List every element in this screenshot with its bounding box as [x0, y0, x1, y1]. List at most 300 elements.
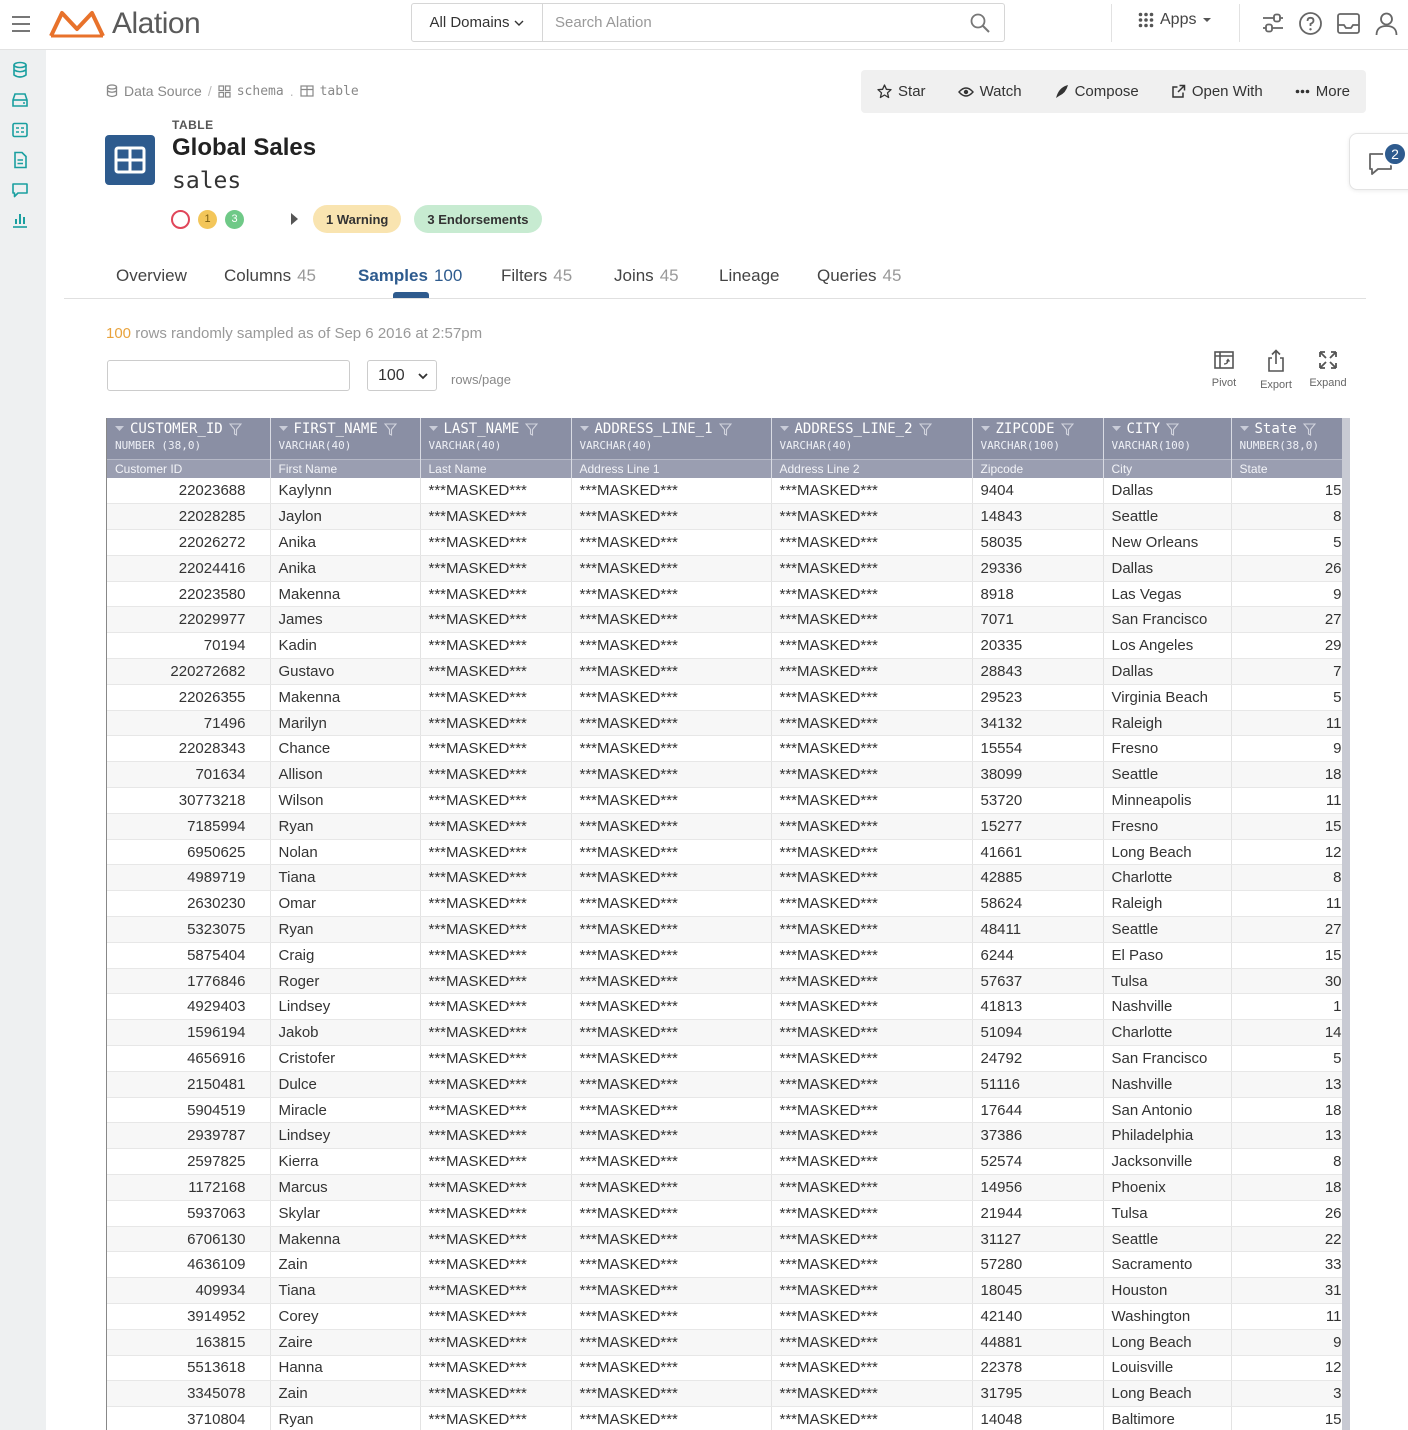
- table-cell[interactable]: ***MASKED***: [771, 942, 972, 968]
- sort-caret-icon[interactable]: [429, 426, 438, 432]
- table-cell[interactable]: ***MASKED***: [420, 1329, 571, 1355]
- table-cell[interactable]: 22023580: [107, 581, 270, 607]
- table-cell[interactable]: Dallas: [1103, 478, 1231, 504]
- table-cell[interactable]: ***MASKED***: [420, 659, 571, 685]
- table-cell[interactable]: Tulsa: [1103, 968, 1231, 994]
- table-cell[interactable]: Lindsey: [270, 994, 420, 1020]
- table-cell[interactable]: 5875404: [107, 942, 270, 968]
- table-cell[interactable]: 1: [1231, 994, 1350, 1020]
- table-row[interactable]: [107, 1175, 1350, 1201]
- table-cell[interactable]: Ryan: [270, 1407, 420, 1430]
- table-cell[interactable]: ***MASKED***: [571, 710, 771, 736]
- table-row[interactable]: [107, 710, 1350, 736]
- table-cell[interactable]: 6244: [972, 942, 1103, 968]
- table-row[interactable]: [107, 1226, 1350, 1252]
- table-cell[interactable]: ***MASKED***: [771, 1123, 972, 1149]
- tab-columns[interactable]: [224, 266, 316, 286]
- table-cell[interactable]: ***MASKED***: [771, 607, 972, 633]
- tab-overview[interactable]: [116, 266, 187, 286]
- star-button[interactable]: [877, 83, 926, 100]
- table-cell[interactable]: 48411: [972, 917, 1103, 943]
- table-cell[interactable]: 18: [1231, 1097, 1350, 1123]
- table-cell[interactable]: ***MASKED***: [771, 917, 972, 943]
- sort-caret-icon[interactable]: [780, 426, 789, 432]
- table-cell[interactable]: ***MASKED***: [771, 684, 972, 710]
- table-cell[interactable]: 53720: [972, 788, 1103, 814]
- table-cell[interactable]: ***MASKED***: [771, 478, 972, 504]
- table-cell[interactable]: 5: [1231, 684, 1350, 710]
- table-cell[interactable]: ***MASKED***: [571, 581, 771, 607]
- sort-caret-icon[interactable]: [279, 426, 288, 432]
- table-cell[interactable]: 2630230: [107, 891, 270, 917]
- table-cell[interactable]: Long Beach: [1103, 1381, 1231, 1407]
- table-cell[interactable]: ***MASKED***: [420, 942, 571, 968]
- table-cell[interactable]: Makenna: [270, 684, 420, 710]
- table-cell[interactable]: 15: [1231, 813, 1350, 839]
- table-cell[interactable]: ***MASKED***: [420, 968, 571, 994]
- table-row[interactable]: [107, 581, 1350, 607]
- table-cell[interactable]: ***MASKED***: [420, 1407, 571, 1430]
- table-cell[interactable]: Houston: [1103, 1278, 1231, 1304]
- table-cell[interactable]: ***MASKED***: [420, 813, 571, 839]
- table-cell[interactable]: ***MASKED***: [420, 1381, 571, 1407]
- table-row[interactable]: [107, 736, 1350, 762]
- table-cell[interactable]: 30: [1231, 968, 1350, 994]
- table-row[interactable]: [107, 1046, 1350, 1072]
- table-cell[interactable]: 4929403: [107, 994, 270, 1020]
- table-cell[interactable]: ***MASKED***: [571, 659, 771, 685]
- table-cell[interactable]: ***MASKED***: [771, 659, 972, 685]
- table-cell[interactable]: ***MASKED***: [771, 710, 972, 736]
- table-cell[interactable]: 42885: [972, 865, 1103, 891]
- table-cell[interactable]: 58624: [972, 891, 1103, 917]
- filter-funnel-icon[interactable]: [384, 423, 397, 436]
- table-cell[interactable]: 3345078: [107, 1381, 270, 1407]
- table-cell[interactable]: 22024416: [107, 555, 270, 581]
- table-cell[interactable]: 18: [1231, 762, 1350, 788]
- table-cell[interactable]: 9: [1231, 736, 1350, 762]
- table-cell[interactable]: 14048: [972, 1407, 1103, 1430]
- table-cell[interactable]: 30773218: [107, 788, 270, 814]
- column-header[interactable]: [270, 418, 420, 460]
- table-cell[interactable]: ***MASKED***: [771, 1071, 972, 1097]
- hamburger-menu-icon[interactable]: [12, 16, 30, 32]
- table-row[interactable]: [107, 788, 1350, 814]
- table-cell[interactable]: 71496: [107, 710, 270, 736]
- table-cell[interactable]: 57280: [972, 1252, 1103, 1278]
- database-icon[interactable]: [11, 61, 29, 79]
- breadcrumb-table[interactable]: table: [319, 83, 359, 99]
- table-cell[interactable]: Miracle: [270, 1097, 420, 1123]
- table-cell[interactable]: 3710804: [107, 1407, 270, 1430]
- table-cell[interactable]: 57637: [972, 968, 1103, 994]
- table-cell[interactable]: 21944: [972, 1200, 1103, 1226]
- table-cell[interactable]: Long Beach: [1103, 839, 1231, 865]
- filter-funnel-icon[interactable]: [1303, 423, 1316, 436]
- table-cell[interactable]: Phoenix: [1103, 1175, 1231, 1201]
- table-cell[interactable]: Makenna: [270, 1226, 420, 1252]
- table-row[interactable]: [107, 762, 1350, 788]
- table-cell[interactable]: ***MASKED***: [571, 607, 771, 633]
- sort-caret-icon[interactable]: [115, 426, 124, 432]
- table-cell[interactable]: 31: [1231, 1278, 1350, 1304]
- table-cell[interactable]: 409934: [107, 1278, 270, 1304]
- tab-samples[interactable]: [358, 266, 462, 286]
- table-row[interactable]: [107, 1252, 1350, 1278]
- table-cell[interactable]: ***MASKED***: [420, 1355, 571, 1381]
- table-cell[interactable]: 11: [1231, 1304, 1350, 1330]
- table-row[interactable]: [107, 865, 1350, 891]
- table-cell[interactable]: 5904519: [107, 1097, 270, 1123]
- table-cell[interactable]: 58035: [972, 530, 1103, 556]
- table-cell[interactable]: Zain: [270, 1252, 420, 1278]
- sort-caret-icon[interactable]: [580, 426, 589, 432]
- table-cell[interactable]: ***MASKED***: [571, 1407, 771, 1430]
- table-cell[interactable]: 701634: [107, 762, 270, 788]
- rows-per-page-select[interactable]: [367, 360, 437, 391]
- table-cell[interactable]: ***MASKED***: [571, 1071, 771, 1097]
- table-cell[interactable]: Long Beach: [1103, 1329, 1231, 1355]
- settings-sliders-icon[interactable]: [1261, 11, 1285, 35]
- table-cell[interactable]: 22: [1231, 1226, 1350, 1252]
- table-cell[interactable]: ***MASKED***: [571, 1226, 771, 1252]
- table-cell[interactable]: 22026272: [107, 530, 270, 556]
- table-cell[interactable]: ***MASKED***: [771, 504, 972, 530]
- table-cell[interactable]: 4989719: [107, 865, 270, 891]
- apps-menu-button[interactable]: [1138, 11, 1212, 29]
- table-cell[interactable]: James: [270, 607, 420, 633]
- table-cell[interactable]: Raleigh: [1103, 891, 1231, 917]
- table-cell[interactable]: Kaylynn: [270, 478, 420, 504]
- table-cell[interactable]: Los Angeles: [1103, 633, 1231, 659]
- table-row[interactable]: [107, 1071, 1350, 1097]
- table-cell[interactable]: ***MASKED***: [420, 1046, 571, 1072]
- table-cell[interactable]: 41813: [972, 994, 1103, 1020]
- table-cell[interactable]: 22026355: [107, 684, 270, 710]
- open-with-button[interactable]: [1171, 83, 1263, 100]
- table-cell[interactable]: ***MASKED***: [571, 633, 771, 659]
- table-cell[interactable]: ***MASKED***: [571, 968, 771, 994]
- table-cell[interactable]: 17644: [972, 1097, 1103, 1123]
- table-cell[interactable]: ***MASKED***: [420, 504, 571, 530]
- table-cell[interactable]: ***MASKED***: [420, 530, 571, 556]
- table-cell[interactable]: Seattle: [1103, 762, 1231, 788]
- table-cell[interactable]: Fresno: [1103, 736, 1231, 762]
- filter-funnel-icon[interactable]: [525, 423, 538, 436]
- table-cell[interactable]: San Francisco: [1103, 1046, 1231, 1072]
- table-cell[interactable]: 8918: [972, 581, 1103, 607]
- table-row[interactable]: [107, 839, 1350, 865]
- table-cell[interactable]: ***MASKED***: [420, 555, 571, 581]
- table-cell[interactable]: ***MASKED***: [420, 1097, 571, 1123]
- table-cell[interactable]: 29336: [972, 555, 1103, 581]
- table-cell[interactable]: 9: [1231, 1329, 1350, 1355]
- table-row[interactable]: [107, 478, 1350, 504]
- table-cell[interactable]: 3: [1231, 1381, 1350, 1407]
- table-cell[interactable]: 29523: [972, 684, 1103, 710]
- table-cell[interactable]: ***MASKED***: [420, 1200, 571, 1226]
- analytics-chart-icon[interactable]: [11, 211, 29, 229]
- table-cell[interactable]: Seattle: [1103, 917, 1231, 943]
- breadcrumb-data-source[interactable]: Data Source: [124, 83, 202, 99]
- table-cell[interactable]: 15: [1231, 942, 1350, 968]
- table-cell[interactable]: ***MASKED***: [420, 684, 571, 710]
- article-icon[interactable]: [11, 151, 29, 169]
- table-cell[interactable]: Nashville: [1103, 1071, 1231, 1097]
- warning-count-badge[interactable]: 1: [198, 210, 217, 229]
- table-cell[interactable]: ***MASKED***: [771, 968, 972, 994]
- table-cell[interactable]: ***MASKED***: [771, 633, 972, 659]
- table-cell[interactable]: 14843: [972, 504, 1103, 530]
- table-row[interactable]: [107, 530, 1350, 556]
- table-cell[interactable]: ***MASKED***: [420, 1175, 571, 1201]
- table-cell[interactable]: 8: [1231, 1149, 1350, 1175]
- tab-joins[interactable]: [614, 266, 679, 286]
- filter-funnel-icon[interactable]: [919, 423, 932, 436]
- tab-filters[interactable]: [501, 266, 572, 286]
- column-header[interactable]: [972, 418, 1103, 460]
- sort-caret-icon[interactable]: [1112, 426, 1121, 432]
- table-cell[interactable]: Skylar: [270, 1200, 420, 1226]
- table-cell[interactable]: ***MASKED***: [771, 839, 972, 865]
- more-button[interactable]: [1295, 83, 1350, 100]
- table-cell[interactable]: ***MASKED***: [571, 1123, 771, 1149]
- filter-funnel-icon[interactable]: [1061, 423, 1074, 436]
- table-cell[interactable]: ***MASKED***: [420, 633, 571, 659]
- table-cell[interactable]: San Francisco: [1103, 607, 1231, 633]
- table-cell[interactable]: Gustavo: [270, 659, 420, 685]
- table-cell[interactable]: ***MASKED***: [571, 917, 771, 943]
- table-cell[interactable]: Marilyn: [270, 710, 420, 736]
- filter-funnel-icon[interactable]: [719, 423, 732, 436]
- table-cell[interactable]: 1776846: [107, 968, 270, 994]
- table-cell[interactable]: ***MASKED***: [771, 1175, 972, 1201]
- table-cell[interactable]: Dulce: [270, 1071, 420, 1097]
- table-cell[interactable]: 11: [1231, 891, 1350, 917]
- table-row[interactable]: [107, 1020, 1350, 1046]
- table-cell[interactable]: Minneapolis: [1103, 788, 1231, 814]
- table-cell[interactable]: ***MASKED***: [420, 1304, 571, 1330]
- table-cell[interactable]: 8: [1231, 504, 1350, 530]
- table-cell[interactable]: Tulsa: [1103, 1200, 1231, 1226]
- watch-button[interactable]: [958, 83, 1022, 100]
- tab-lineage[interactable]: [719, 266, 780, 286]
- table-cell[interactable]: 51116: [972, 1071, 1103, 1097]
- table-cell[interactable]: ***MASKED***: [571, 1329, 771, 1355]
- table-cell[interactable]: San Antonio: [1103, 1097, 1231, 1123]
- table-row[interactable]: [107, 1381, 1350, 1407]
- storage-drive-icon[interactable]: [11, 91, 29, 109]
- table-cell[interactable]: 15554: [972, 736, 1103, 762]
- table-cell[interactable]: ***MASKED***: [771, 1097, 972, 1123]
- table-cell[interactable]: 2150481: [107, 1071, 270, 1097]
- breadcrumb-schema[interactable]: schema: [236, 83, 284, 99]
- table-cell[interactable]: 11: [1231, 710, 1350, 736]
- table-cell[interactable]: Raleigh: [1103, 710, 1231, 736]
- table-cell[interactable]: ***MASKED***: [571, 555, 771, 581]
- table-cell[interactable]: ***MASKED***: [571, 1355, 771, 1381]
- deprecation-flag-icon[interactable]: [171, 210, 190, 229]
- table-cell[interactable]: 12: [1231, 1355, 1350, 1381]
- table-cell[interactable]: Jacksonville: [1103, 1149, 1231, 1175]
- table-cell[interactable]: Tiana: [270, 865, 420, 891]
- table-cell[interactable]: ***MASKED***: [771, 1020, 972, 1046]
- conversation-widget[interactable]: [1349, 133, 1408, 190]
- table-cell[interactable]: ***MASKED***: [571, 504, 771, 530]
- table-cell[interactable]: 2597825: [107, 1149, 270, 1175]
- table-cell[interactable]: ***MASKED***: [420, 917, 571, 943]
- table-cell[interactable]: ***MASKED***: [571, 1381, 771, 1407]
- table-cell[interactable]: ***MASKED***: [420, 1252, 571, 1278]
- table-cell[interactable]: 24792: [972, 1046, 1103, 1072]
- table-cell[interactable]: ***MASKED***: [571, 1046, 771, 1072]
- sort-caret-icon[interactable]: [981, 426, 990, 432]
- table-cell[interactable]: 5513618: [107, 1355, 270, 1381]
- table-cell[interactable]: ***MASKED***: [771, 736, 972, 762]
- table-cell[interactable]: Seattle: [1103, 1226, 1231, 1252]
- table-cell[interactable]: 37386: [972, 1123, 1103, 1149]
- grid-horizontal-overflow-strip[interactable]: [1342, 418, 1350, 1430]
- table-cell[interactable]: Zain: [270, 1381, 420, 1407]
- table-cell[interactable]: ***MASKED***: [771, 762, 972, 788]
- table-cell[interactable]: 7: [1231, 659, 1350, 685]
- table-cell[interactable]: 38099: [972, 762, 1103, 788]
- table-cell[interactable]: ***MASKED***: [571, 762, 771, 788]
- table-cell[interactable]: Anika: [270, 555, 420, 581]
- table-cell[interactable]: ***MASKED***: [571, 891, 771, 917]
- table-cell[interactable]: ***MASKED***: [420, 891, 571, 917]
- search-input[interactable]: Search Alation: [555, 14, 652, 31]
- table-cell[interactable]: 18045: [972, 1278, 1103, 1304]
- table-cell[interactable]: 7185994: [107, 813, 270, 839]
- table-cell[interactable]: 26: [1231, 1200, 1350, 1226]
- table-cell[interactable]: Seattle: [1103, 504, 1231, 530]
- page-title[interactable]: Global Sales: [172, 134, 317, 161]
- table-cell[interactable]: 22028285: [107, 504, 270, 530]
- export-button[interactable]: [1250, 349, 1302, 391]
- table-cell[interactable]: 52574: [972, 1149, 1103, 1175]
- table-cell[interactable]: ***MASKED***: [571, 1278, 771, 1304]
- table-row[interactable]: [107, 1304, 1350, 1330]
- table-cell[interactable]: Hanna: [270, 1355, 420, 1381]
- table-cell[interactable]: 14956: [972, 1175, 1103, 1201]
- table-cell[interactable]: ***MASKED***: [571, 1020, 771, 1046]
- table-cell[interactable]: Omar: [270, 891, 420, 917]
- table-cell[interactable]: 6950625: [107, 839, 270, 865]
- table-cell[interactable]: ***MASKED***: [571, 478, 771, 504]
- table-cell[interactable]: ***MASKED***: [420, 865, 571, 891]
- table-cell[interactable]: Lindsey: [270, 1123, 420, 1149]
- table-cell[interactable]: Jaylon: [270, 504, 420, 530]
- table-cell[interactable]: ***MASKED***: [420, 710, 571, 736]
- table-cell[interactable]: ***MASKED***: [571, 865, 771, 891]
- table-cell[interactable]: ***MASKED***: [420, 1123, 571, 1149]
- table-cell[interactable]: Jakob: [270, 1020, 420, 1046]
- table-row[interactable]: [107, 1278, 1350, 1304]
- table-cell[interactable]: 12: [1231, 839, 1350, 865]
- table-cell[interactable]: ***MASKED***: [571, 788, 771, 814]
- table-cell[interactable]: ***MASKED***: [571, 994, 771, 1020]
- compose-button[interactable]: [1054, 83, 1139, 100]
- table-cell[interactable]: ***MASKED***: [771, 555, 972, 581]
- table-cell[interactable]: ***MASKED***: [420, 788, 571, 814]
- table-cell[interactable]: Marcus: [270, 1175, 420, 1201]
- filter-funnel-icon[interactable]: [1166, 423, 1179, 436]
- table-cell[interactable]: ***MASKED***: [771, 788, 972, 814]
- table-cell[interactable]: Charlotte: [1103, 865, 1231, 891]
- table-cell[interactable]: ***MASKED***: [571, 530, 771, 556]
- column-header[interactable]: [420, 418, 571, 460]
- table-cell[interactable]: ***MASKED***: [771, 1149, 972, 1175]
- table-row[interactable]: [107, 1355, 1350, 1381]
- table-cell[interactable]: Corey: [270, 1304, 420, 1330]
- table-cell[interactable]: ***MASKED***: [771, 1252, 972, 1278]
- table-cell[interactable]: Wilson: [270, 788, 420, 814]
- table-row[interactable]: [107, 1123, 1350, 1149]
- column-header[interactable]: [771, 418, 972, 460]
- table-cell[interactable]: Dallas: [1103, 555, 1231, 581]
- column-header[interactable]: [1103, 418, 1231, 460]
- table-cell[interactable]: ***MASKED***: [420, 581, 571, 607]
- table-cell[interactable]: Zaire: [270, 1329, 420, 1355]
- table-cell[interactable]: ***MASKED***: [771, 1226, 972, 1252]
- table-row[interactable]: [107, 1200, 1350, 1226]
- table-cell[interactable]: 5323075: [107, 917, 270, 943]
- table-cell[interactable]: Dallas: [1103, 659, 1231, 685]
- table-cell[interactable]: Las Vegas: [1103, 581, 1231, 607]
- table-cell[interactable]: 1596194: [107, 1020, 270, 1046]
- table-cell[interactable]: Allison: [270, 762, 420, 788]
- table-cell[interactable]: 33: [1231, 1252, 1350, 1278]
- table-cell[interactable]: ***MASKED***: [420, 994, 571, 1020]
- table-cell[interactable]: ***MASKED***: [420, 1149, 571, 1175]
- table-cell[interactable]: Makenna: [270, 581, 420, 607]
- table-cell[interactable]: 7071: [972, 607, 1103, 633]
- table-cell[interactable]: Nashville: [1103, 994, 1231, 1020]
- table-row[interactable]: [107, 659, 1350, 685]
- warning-pill[interactable]: 1 Warning: [313, 205, 401, 233]
- search-icon[interactable]: [970, 13, 990, 33]
- table-cell[interactable]: New Orleans: [1103, 530, 1231, 556]
- table-row[interactable]: [107, 504, 1350, 530]
- table-row[interactable]: [107, 968, 1350, 994]
- table-cell[interactable]: Baltimore: [1103, 1407, 1231, 1430]
- table-cell[interactable]: ***MASKED***: [571, 839, 771, 865]
- column-header[interactable]: [1231, 418, 1350, 460]
- table-cell[interactable]: 2939787: [107, 1123, 270, 1149]
- table-cell[interactable]: ***MASKED***: [771, 1046, 972, 1072]
- table-cell[interactable]: Cristofer: [270, 1046, 420, 1072]
- table-cell[interactable]: 27: [1231, 607, 1350, 633]
- table-cell[interactable]: 163815: [107, 1329, 270, 1355]
- table-row[interactable]: [107, 633, 1350, 659]
- table-cell[interactable]: ***MASKED***: [420, 1226, 571, 1252]
- table-cell[interactable]: ***MASKED***: [571, 736, 771, 762]
- table-cell[interactable]: 15: [1231, 478, 1350, 504]
- endorsement-pill[interactable]: 3 Endorsements: [414, 205, 541, 233]
- table-row[interactable]: [107, 994, 1350, 1020]
- table-cell[interactable]: 13: [1231, 1071, 1350, 1097]
- table-row[interactable]: [107, 891, 1350, 917]
- tab-queries[interactable]: [817, 266, 901, 286]
- table-cell[interactable]: Virginia Beach: [1103, 684, 1231, 710]
- table-cell[interactable]: 1172168: [107, 1175, 270, 1201]
- table-cell[interactable]: 14: [1231, 1020, 1350, 1046]
- sort-caret-icon[interactable]: [1240, 426, 1249, 432]
- table-cell[interactable]: Craig: [270, 942, 420, 968]
- table-cell[interactable]: Fresno: [1103, 813, 1231, 839]
- table-cell[interactable]: ***MASKED***: [771, 865, 972, 891]
